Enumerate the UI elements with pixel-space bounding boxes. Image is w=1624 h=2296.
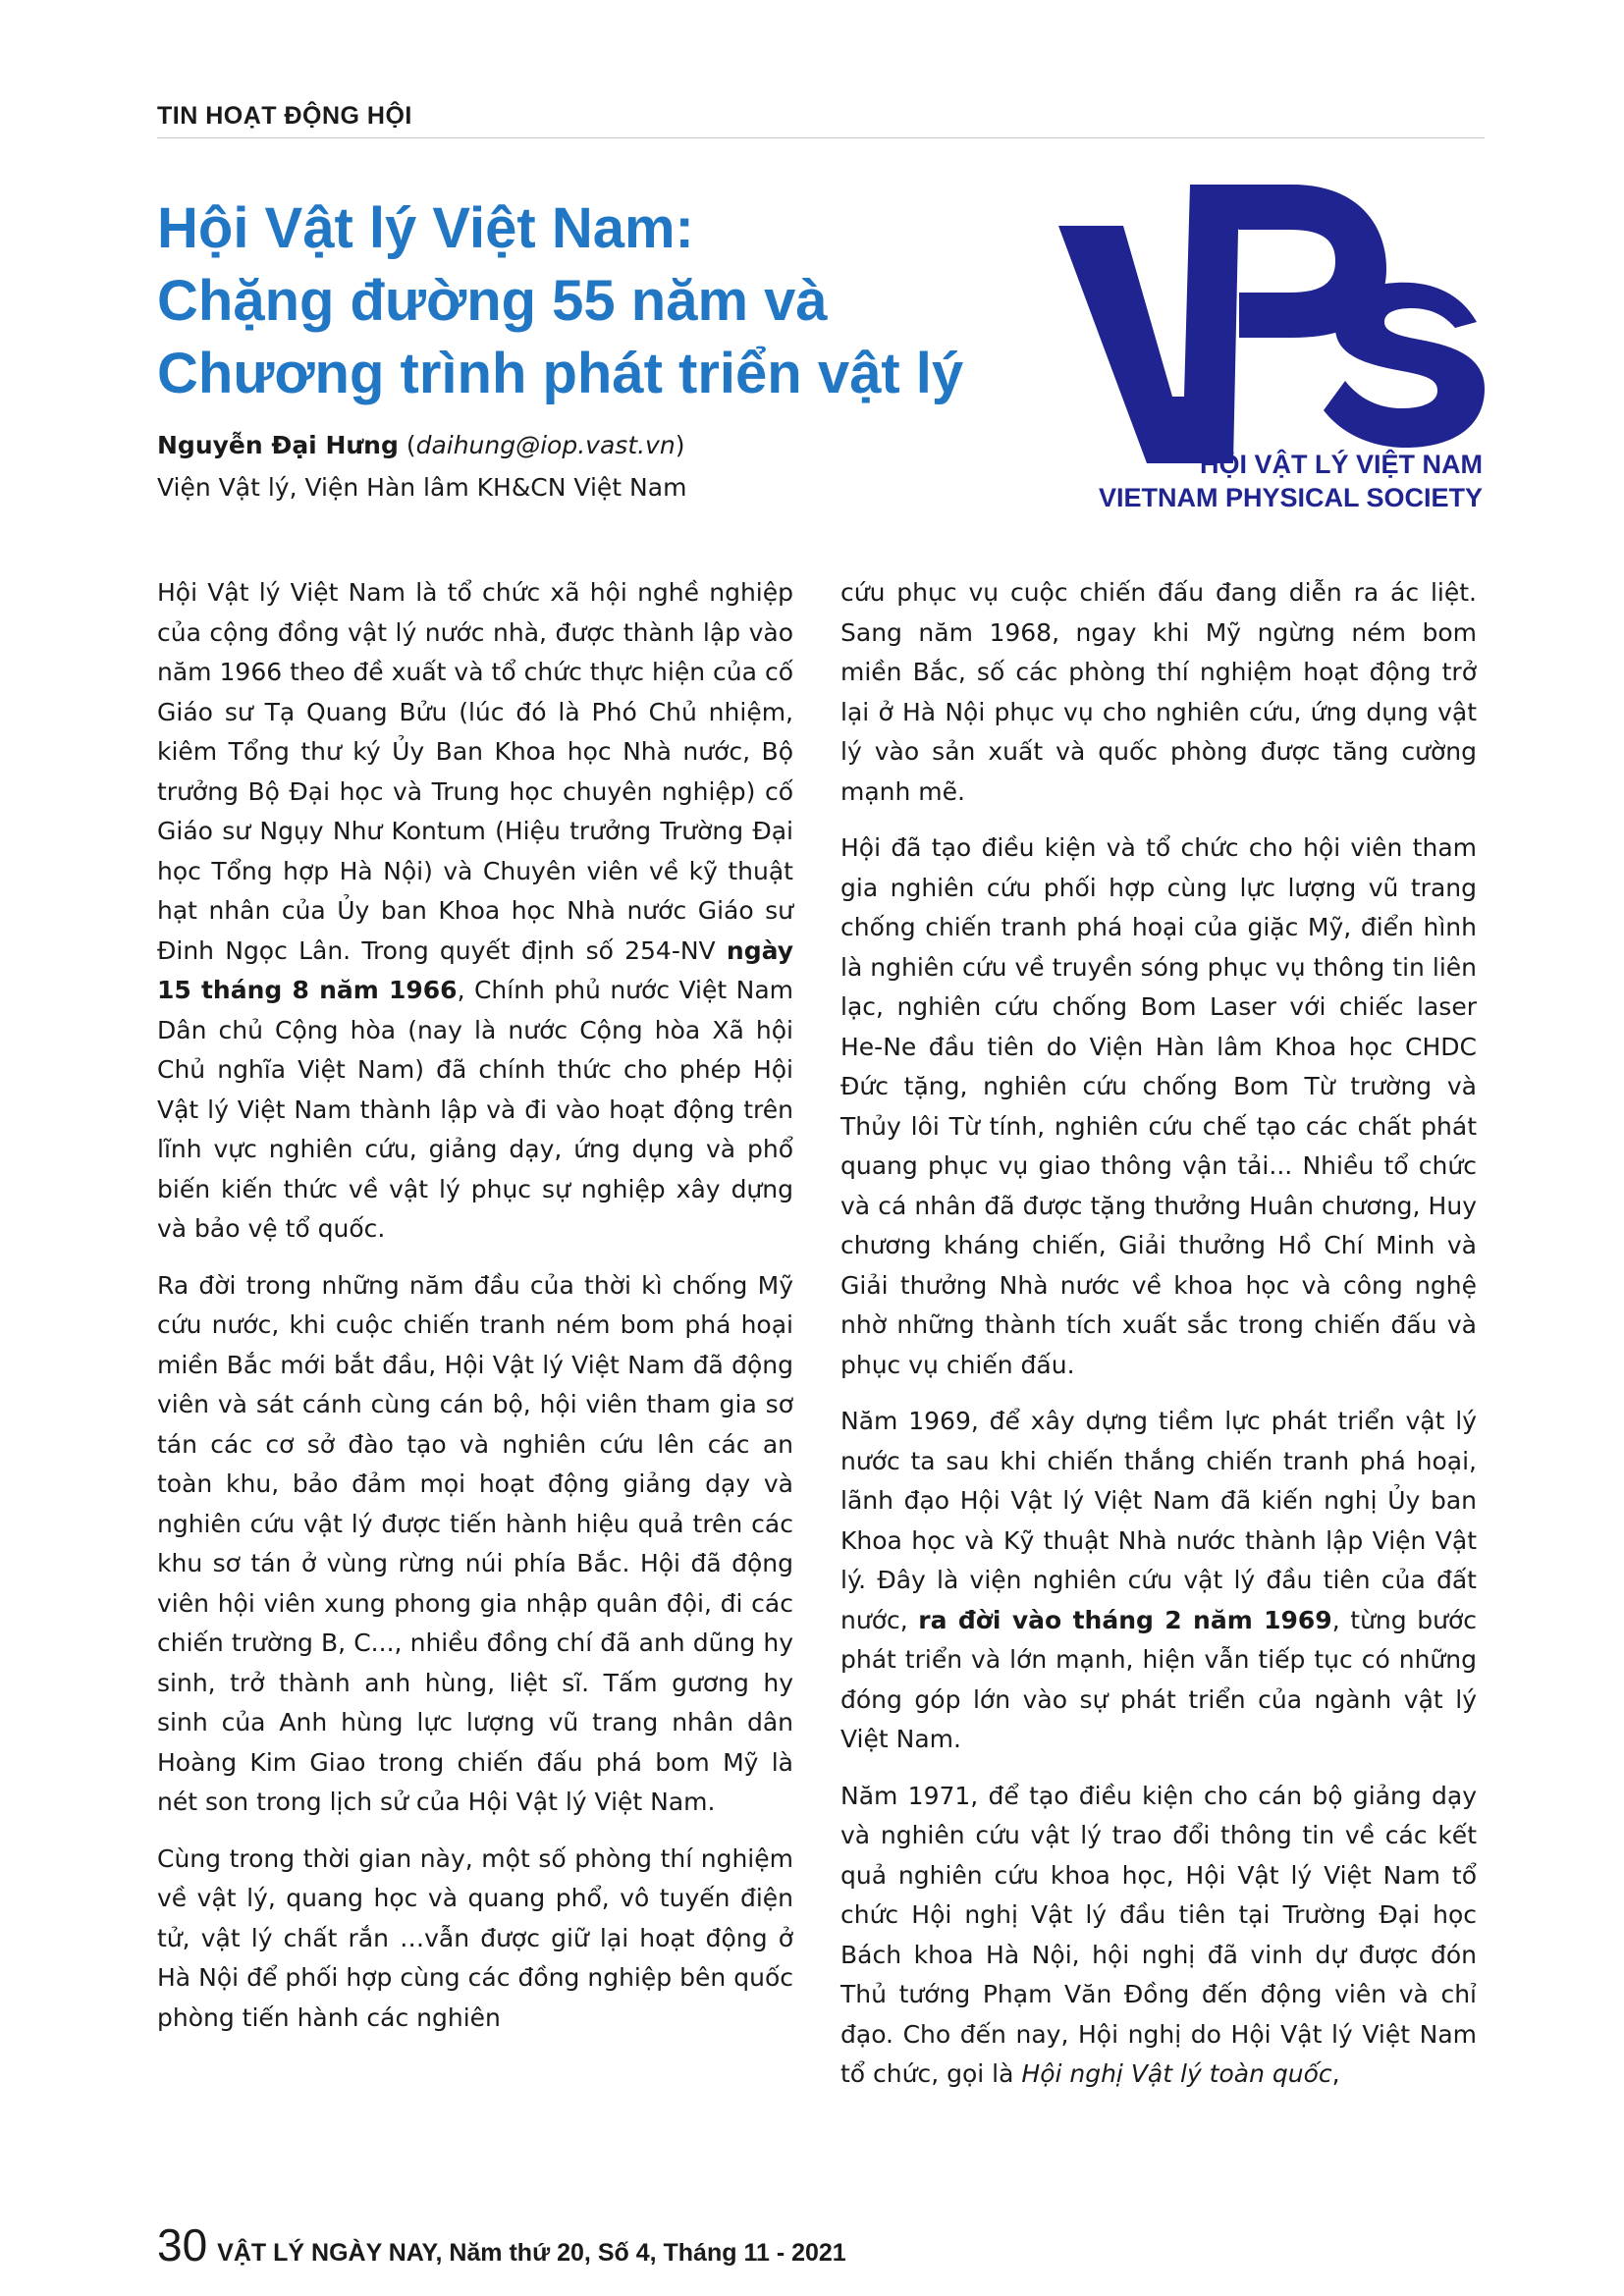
author-block [157,424,686,508]
paragraph-4: cứu phục vụ cuộc chiến đấu đang diễn ra ác liệt. Sang năm 1968, ngay khi Mỹ ngừng ném bom miền Bắc, số các phòng thí nghiệm hoạt động trở lại ở Hà Nội phục vụ cho nghiên cứu, ứng dụng vật lý vào sản xuất và quốc phòng được tăng cường mạnh mẽ. [840,578,1477,806]
section-divider [157,137,1485,138]
journal-info: VẬT LÝ NGÀY NAY, Năm thứ 20, Số 4, Tháng 11 - 2021 [217,2239,846,2267]
page-number: 30 [157,2219,208,2270]
paragraph-1-text-c: , Chính phủ nước Việt Nam Dân chủ Cộng hòa (nay là nước Cộng hòa Xã hội Chủ nghĩa Việt Nam) đã chính thức cho phép Hội Vật lý Việt Nam thành lập và đi vào hoạt động trên lĩnh vực nghiên cứu, giảng dạy, ứng dụng và phổ biến kiến thức về vật lý phục sự nghiệp xây dựng và bảo vệ tổ quốc. [157,976,793,1243]
paragraph-7 [840,1777,1477,2095]
body-column-left [157,573,793,2055]
paragraph-5: Hội đã tạo điều kiện và tổ chức cho hội viên tham gia nghiên cứu phối hợp cùng lực lượng vũ trang chống chiến tranh phá hoại của giặc Mỹ, điển hình là nghiên cứu về truyền sóng phục vụ thông tin liên lạc, nghiên cứu chống Bom Laser với chiếc laser He-Ne đầu tiên do Viện Hàn lâm Khoa học CHDC Đức tặng, nghiên cứu chống Bom Từ trường và Thủy lôi Từ tính, nghiên cứu chế tạo các chất phát quang phục vụ giao thông vận tải... Nhiều tổ chức và cá nhân đã được tặng thưởng Huân chương, Huy chương kháng chiến, Giải thưởng Hồ Chí Minh và Giải thưởng Nhà nước về khoa học và công nghệ nhờ những thành tích xuất sắc trong chiến đấu và phục vụ chiến đấu. [840,833,1477,1379]
author-email-close: ) [675,431,685,459]
paragraph-6-bold: ra đời vào tháng 2 năm 1969 [918,1605,1332,1634]
paragraph-6-text-c: , từng bước phát triển và lớn mạnh, hiện vẫn tiếp tục có những đóng góp lớn vào sự phát triển của ngành vật lý Việt Nam. [840,1605,1477,1753]
logo-letter-s [1324,283,1485,448]
logo-name-vi: HỘI VẬT LÝ VIỆT NAM [1199,450,1483,479]
author-affiliation: Viện Vật lý, Viện Hàn lâm KH&CN Việt Nam [157,473,687,502]
paragraph-7-text-a: Năm 1971, để tạo điều kiện cho cán bộ giảng dạy và nghiên cứu vật lý trao đổi thông tin về các kết quả nghiên cứu khoa học, Hội Vật lý Việt Nam tổ chức Hội nghị Vật lý đầu tiên tại Trường Đại học Bách khoa Hà Nội, hội nghị đã vinh dự được đón Thủ tướng Phạm Văn Đồng đến động viên và chỉ đạo. Cho đến nay, Hội nghị do Hội Vật lý Việt Nam tổ chức, gọi là [840,1781,1477,2088]
paragraph-1 [157,573,793,1250]
author-line [157,424,686,466]
paragraph-7-italic: Hội nghị Vật lý toàn quốc [1021,2059,1332,2088]
logo-name-en: VIETNAM PHYSICAL SOCIETY [1098,483,1483,512]
body-column-right [840,573,1477,2111]
logo-letter-v [1058,185,1239,463]
title-line-3: Chương trình phát triển vật lý [157,342,964,405]
article-title [157,192,1041,410]
section-label: TIN HOẠT ĐỘNG HỘI [157,102,412,130]
paragraph-3: Cùng trong thời gian này, một số phòng thí nghiệm về vật lý, quang học và quang phổ, vô tuyến điện tử, vật lý chất rắn …vẫn được giữ lại hoạt động ở Hà Nội để phối hợp cùng các đồng nghiệp bên quốc phòng tiến hành các nghiên [157,1843,793,2032]
paragraph-6 [840,1402,1477,1760]
author-email: daihung@iop.vast.vn [415,431,676,459]
author-name: Nguyễn Đại Hưng [157,431,399,459]
paragraph-2: Ra đời trong những năm đầu của thời kì chống Mỹ cứu nước, khi cuộc chiến tranh ném bom phá hoại miền Bắc mới bắt đầu, Hội Vật lý Việt Nam đã động viên và sát cánh cùng cán bộ, hội viên tham gia sơ tán các cơ sở đào tạo và nghiên cứu lên các an toàn khu, bảo đảm mọi hoạt động giảng dạy và nghiên cứu vật lý được tiến hành hiệu quả trên các khu sơ tán ở vùng rừng núi phía Bắc. Hội đã động viên hội viên xung phong gia nhập quân đội, đi các chiến trường B, C..., nhiều đồng chí đã anh dũng hy sinh, trở thành anh hùng, liệt sĩ. Tấm gương hy sinh của Anh hùng lực lượng vũ trang nhân dân Hoàng Kim Giao trong chiến đấu phá bom Mỹ là nét son trong lịch sử của Hội Vật lý Việt Nam. [157,1270,793,1816]
title-line-2: Chặng đường 55 năm và [157,269,828,333]
title-line-1: Hội Vật lý Việt Nam: [157,196,694,260]
paragraph-1-bold: ngày 15 tháng 8 năm 1966 [157,935,793,1004]
paragraph-6-text-a: Năm 1969, để xây dựng tiềm lực phát triển vật lý nước ta sau khi chiến thắng chiến tranh phá hoại, lãnh đạo Hội Vật lý Việt Nam đã kiến nghị Ủy ban Khoa học và Kỹ thuật Nhà nước thành lập Viện Vật lý. Đây là viện nghiên cứu vật lý đầu tiên của đất nước, [840,1407,1477,1634]
paragraph-7-text-c: , [1331,2059,1340,2088]
vps-logo [1047,169,1489,522]
author-email-open: ( [398,431,416,459]
page-footer [157,2218,846,2271]
paragraph-1-text-a: Hội Vật lý Việt Nam là tổ chức xã hội nghề nghiệp của cộng đồng vật lý nước nhà, được thành lập vào năm 1966 theo đề xuất và tổ chức thực hiện của cố Giáo sư Tạ Quang Bửu (lúc đó là Phó Chủ nhiệm, kiêm Tổng thư ký Ủy Ban Khoa học Nhà nước, Bộ trưởng Bộ Đại học và Trung học chuyên nghiệp) cố Giáo sư Ngụy Như Kontum (Hiệu trưởng Trường Đại học Tổng hợp Hà Nội) và Chuyên viên về kỹ thuật hạt nhân của Ủy ban Khoa học Nhà nước Giáo sư Đinh Ngọc Lân. Trong quyết định số 254-NV [157,578,793,965]
